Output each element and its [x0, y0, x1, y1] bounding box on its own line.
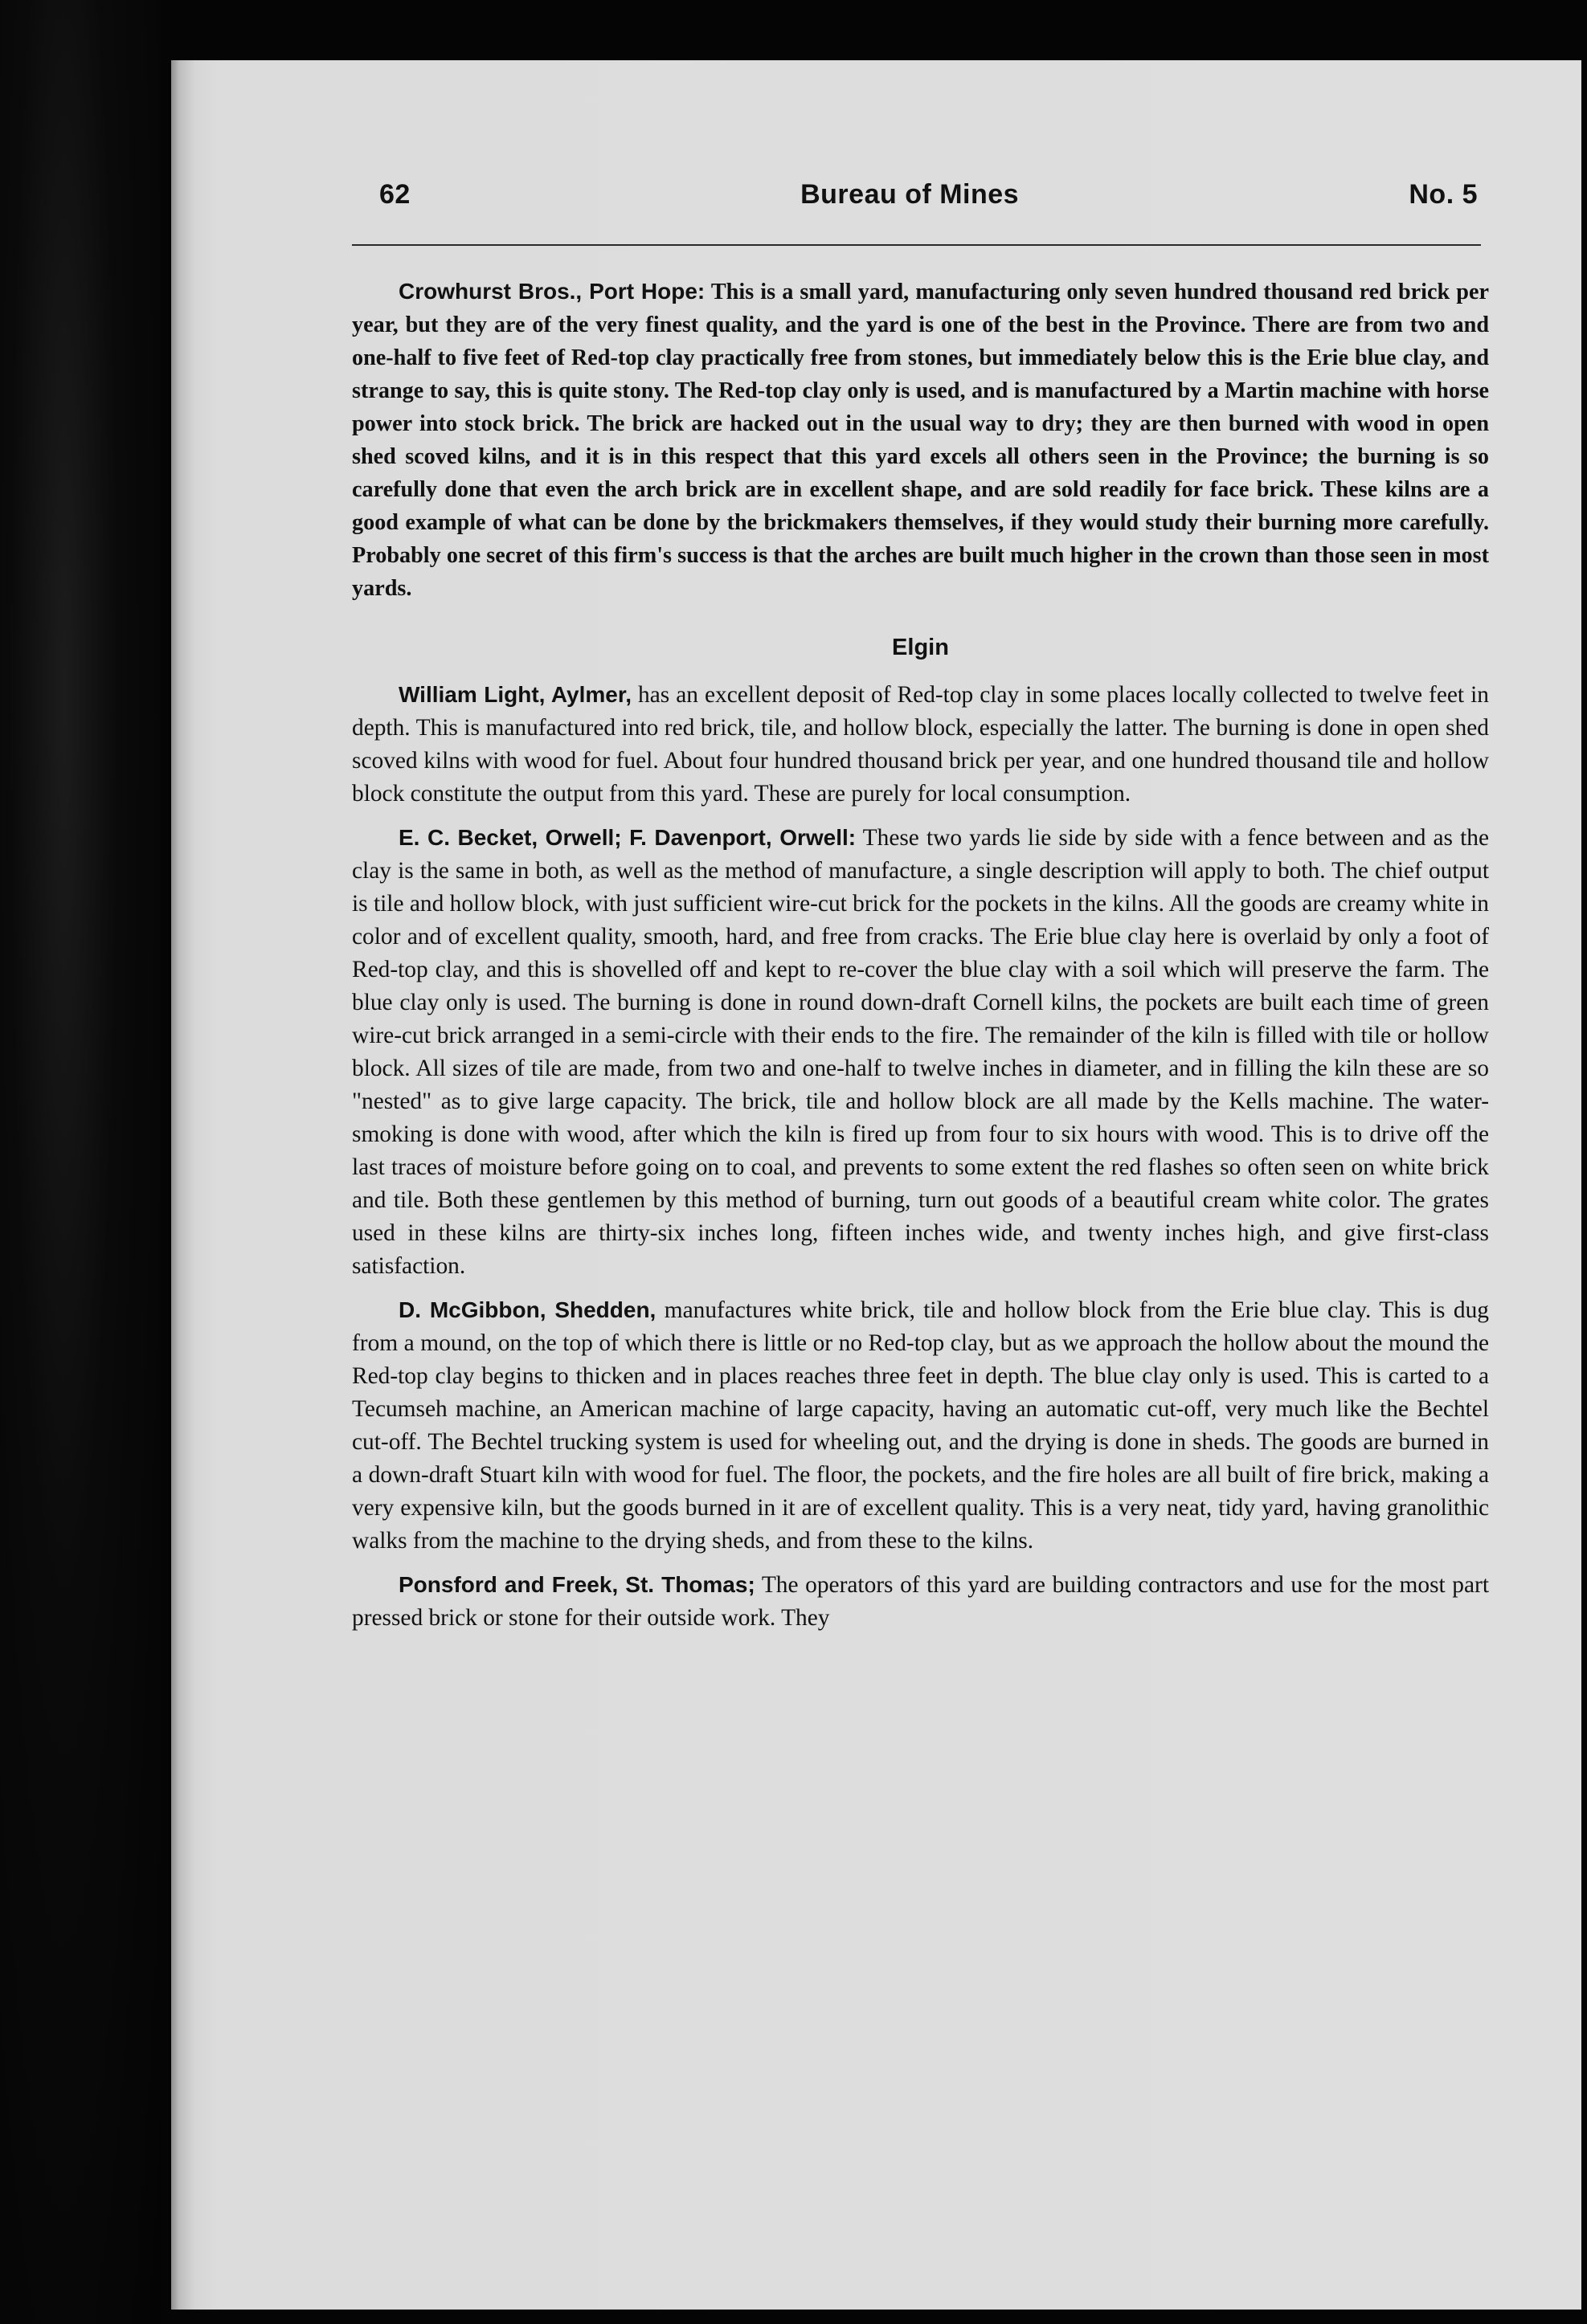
- paragraph-ponsford-freek: [352, 1568, 1489, 1635]
- page-title: Bureau of Mines: [800, 179, 1020, 210]
- section-heading-elgin: Elgin: [892, 635, 949, 660]
- paragraph-text: has an excellent deposit of Red-top clay in some places locally collected to twelve feet in depth. This is manufactured into red brick, tile, and hollow block, especially the latter. The burning is done in open shed scoved kilns with wood for fuel. About four hundred thousand brick per year, and one hundred thousand tile and hollow block constitute the output from this yard. These are purely for local consumption.: [352, 682, 1489, 807]
- paragraph-lead: Ponsford and Freek, St. Thomas;: [399, 1572, 755, 1597]
- page-content: [352, 179, 1489, 1635]
- paragraph-lead: E. C. Becket, Orwell; F. Davenport, Orwell:: [399, 825, 857, 850]
- running-head: [352, 179, 1489, 210]
- report-number: No. 5: [1409, 179, 1478, 210]
- page-number: 62: [379, 179, 411, 210]
- paragraph-becket-davenport: [352, 821, 1489, 1283]
- paragraph-text: These two yards lie side by side with a fence between and as the clay is the same in both, as well as the method of manufacture, a single description will apply to both. The chief output is tile and hollow block, with just sufficient wire-cut brick for the pockets in the kilns. All the goods are creamy white in color and of excellent quality, smooth, hard, and free from cracks. The Erie blue clay here is overlaid by only a foot of Red-top clay, and this is shovelled off and kept to re-cover the blue clay with a soil which will preserve the farm. The blue clay only is used. The burning is done in round down-draft Cornell kilns, the pockets are built each time of green wire-cut brick arranged in a semi-circle with their ends to the fire. The remainder of the kiln is filled with tile or hollow block. All sizes of tile are made, from two and one-half to twelve inches in diameter, and in filling the kiln these are so "nested" as to give large capacity. The brick, tile and hollow block are all made by the Kells machine. The water-smoking is done with wood, after which the kiln is fired up from four to six hours with wood. This is to drive off the last traces of moisture before going on to coal, and prevents to some extent the red flashes so often seen on white brick and tile. Both these gentlemen by this method of burning, turn out goods of a beautiful cream white color. The grates used in these kilns are thirty-six inches long, fifteen inches wide, and twenty inches high, and give first-class satisfaction.: [352, 825, 1489, 1279]
- paragraph-text: The operators of this yard are building contractors and use for the most part pressed brick or stone for their outside work. They: [352, 1572, 1489, 1631]
- paragraph-lead: D. McGibbon, Shedden,: [399, 1297, 656, 1322]
- book-page: [171, 60, 1581, 2310]
- paragraph-text: This is a small yard, manufacturing only seven hundred thousand red brick per year, but they are of the very finest quality, and the yard is one of the best in the Province. There are from two and one-half to five feet of Red-top clay practically free from stones, but immediately below this is the Erie blue clay, and strange to say, this is quite stony. The Red-top clay only is used, and is manufactured by a Martin machine with horse power into stock brick. The brick are hacked out in the usual way to dry; they are then burned with wood in open shed scoved kilns, and it is in this respect that this yard excels all others seen in the Province; the burning is so carefully done that even the arch brick are in excellent shape, and are sold readily for face brick. These kilns are a good example of what can be done by the brickmakers themselves, if they would study their burning more carefully. Probably one secret of this firm's success is that the arches are built much higher in the crown than those seen in most yards.: [352, 280, 1489, 601]
- section-crowhurst: [352, 275, 1489, 605]
- film-edge: [0, 0, 161, 2324]
- paragraph-mcgibbon: [352, 1293, 1489, 1558]
- header-rule: [352, 244, 1481, 246]
- paragraph-text: manufactures white brick, tile and hollow block from the Erie blue clay. This is dug from a mound, on the top of which there is little or no Red-top clay, but as we approach the hollow about the mound the Red-top clay begins to thicken and in places reaches three feet in depth. The blue clay only is used. This is carted to a Tecumseh machine, an American machine of large capacity, having an automatic cut-off, very much like the Bechtel cut-off. The Bechtel trucking system is used for wheeling out, and the drying is done in sheds. The goods are burned in a down-draft Stuart kiln with wood for fuel. The floor, the pockets, and the fire holes are all built of fire brick, making a very expensive kiln, but the goods burned in it are of excellent quality. This is a very neat, tidy yard, having granolithic walks from the machine to the drying sheds, and from these to the kilns.: [352, 1297, 1489, 1554]
- paragraph-crowhurst: [352, 275, 1489, 605]
- paragraph-lead: Crowhurst Bros., Port Hope:: [399, 279, 706, 304]
- paragraph-lead: William Light, Aylmer,: [399, 682, 632, 707]
- paragraph-william-light: [352, 678, 1489, 811]
